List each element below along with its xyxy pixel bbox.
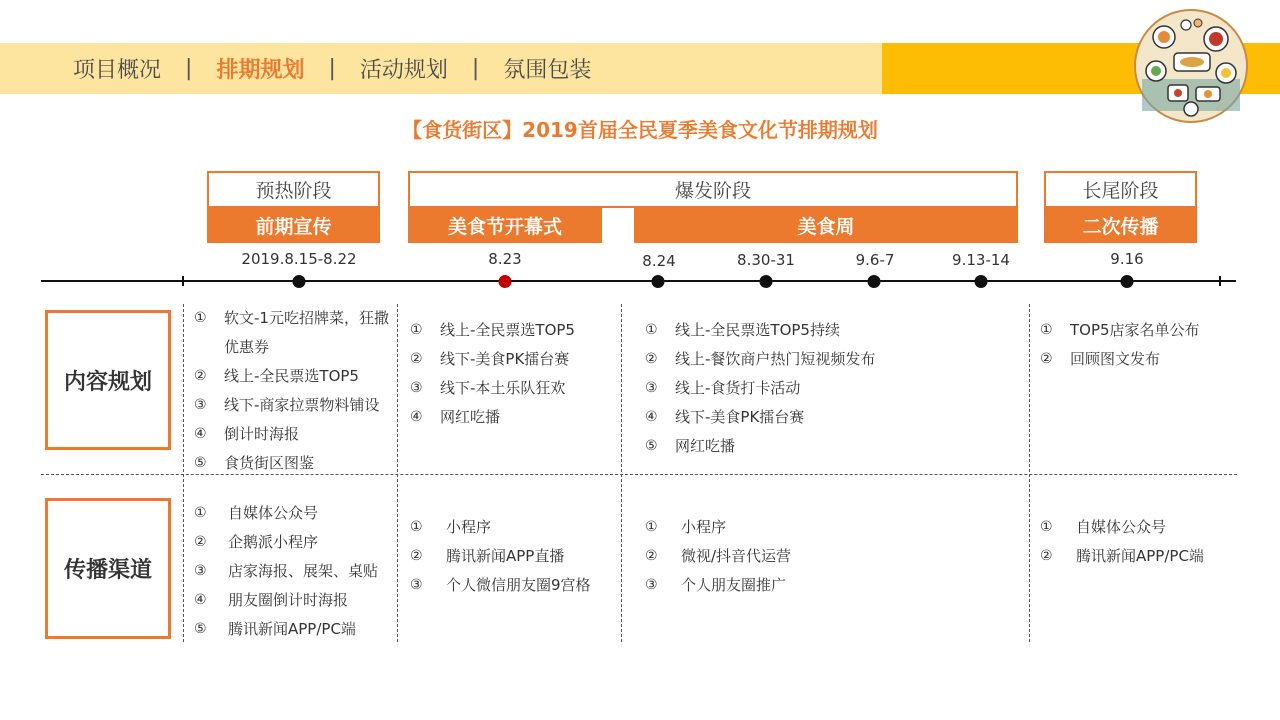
subphase-opening: 美食节开幕式 bbox=[408, 208, 602, 243]
date-label: 9.13-14 bbox=[952, 251, 1010, 269]
list-item: ① 软文-1元吃招牌菜，狂撒优惠券 bbox=[194, 309, 389, 356]
list-item: ② 腾讯新闻APP/PC端 bbox=[1040, 547, 1204, 565]
phase-burst: 爆发阶段 bbox=[408, 171, 1018, 208]
channel-list-opening bbox=[410, 513, 591, 600]
column-divider bbox=[621, 304, 622, 642]
list-item: ① 自媒体公众号 bbox=[194, 504, 319, 522]
row-label-content: 内容规划 bbox=[45, 310, 171, 450]
column-divider bbox=[1029, 304, 1030, 642]
list-item: ⑤ 食货街区图鉴 bbox=[194, 454, 315, 472]
timeline-dot bbox=[760, 275, 773, 288]
list-item: ① 小程序 bbox=[410, 518, 492, 536]
list-item: ③ 线上-食货打卡活动 bbox=[645, 379, 801, 397]
phase-preheat: 预热阶段 bbox=[207, 171, 380, 208]
list-item: ① 线上-全民票选TOP5 bbox=[410, 321, 575, 339]
list-item: ④ 倒计时海报 bbox=[194, 425, 300, 443]
list-item: ④ 网红吃播 bbox=[410, 408, 501, 426]
list-item: ② 微视/抖音代运营 bbox=[645, 547, 792, 565]
list-item: ④ 朋友圈倒计时海报 bbox=[194, 591, 349, 609]
nav-item-schedule[interactable]: 排期规划 bbox=[216, 58, 305, 83]
timeline-tick bbox=[1219, 276, 1221, 286]
subphase-promo: 前期宣传 bbox=[207, 208, 380, 243]
timeline-dot-highlight bbox=[499, 275, 512, 288]
timeline-dot bbox=[975, 275, 988, 288]
list-item: ② 企鹅派小程序 bbox=[194, 533, 319, 551]
channel-list-preheat bbox=[194, 499, 378, 644]
content-list-preheat bbox=[194, 304, 392, 478]
list-item: ② 线下-美食PK擂台赛 bbox=[410, 350, 570, 368]
column-divider bbox=[397, 304, 398, 642]
timeline-tick bbox=[182, 276, 184, 286]
list-item: ② 线上-餐饮商户热门短视频发布 bbox=[645, 350, 876, 368]
timeline-dot bbox=[652, 275, 665, 288]
nav-item-activity[interactable]: 活动规划 bbox=[359, 58, 448, 83]
list-item: ① 小程序 bbox=[645, 518, 727, 536]
list-item: ② 腾讯新闻APP直播 bbox=[410, 547, 565, 565]
content-list-opening bbox=[410, 316, 575, 432]
nav-separator: | bbox=[471, 56, 480, 81]
subphase-food-week: 美食周 bbox=[634, 208, 1018, 243]
list-item: ② 回顾图文发布 bbox=[1040, 350, 1161, 368]
phase-longtail: 长尾阶段 bbox=[1044, 171, 1197, 208]
content-list-food-week bbox=[645, 316, 875, 461]
timeline-axis bbox=[41, 280, 1236, 282]
timeline-dot bbox=[1121, 275, 1134, 288]
list-item: ① TOP5店家名单公布 bbox=[1040, 321, 1200, 339]
channel-list-longtail bbox=[1040, 513, 1204, 571]
date-label: 9.16 bbox=[1110, 250, 1144, 268]
list-item: ③ 线下-商家拉票物料铺设 bbox=[194, 396, 380, 414]
list-item: ⑤ 网红吃播 bbox=[645, 437, 736, 455]
timeline-dot bbox=[293, 275, 306, 288]
nav-separator: | bbox=[185, 56, 193, 81]
subphase-secondary: 二次传播 bbox=[1044, 208, 1197, 243]
top-nav bbox=[73, 43, 591, 94]
date-label: 2019.8.15-8.22 bbox=[241, 250, 357, 268]
list-item: ④ 线下-美食PK擂台赛 bbox=[645, 408, 805, 426]
list-item: ③ 个人微信朋友圈9宫格 bbox=[410, 576, 591, 594]
page-title: 【食货街区】2019首届全民夏季美食文化节排期规划 bbox=[402, 118, 878, 142]
content-list-longtail bbox=[1040, 316, 1200, 374]
food-plate-icon bbox=[1134, 9, 1248, 123]
column-divider bbox=[183, 304, 184, 642]
list-item: ③ 店家海报、展架、桌贴 bbox=[194, 562, 379, 580]
timeline-dot bbox=[868, 275, 881, 288]
nav-separator: | bbox=[328, 56, 336, 81]
date-label: 8.24 bbox=[642, 252, 676, 270]
nav-item-overview[interactable]: 项目概况 bbox=[73, 58, 162, 83]
date-label: 8.30-31 bbox=[737, 251, 795, 269]
channel-list-food-week bbox=[645, 513, 791, 600]
date-label: 8.23 bbox=[488, 250, 522, 268]
nav-item-atmosphere[interactable]: 氛围包装 bbox=[503, 58, 592, 83]
row-label-channel: 传播渠道 bbox=[45, 498, 171, 639]
list-item: ⑤ 腾讯新闻APP/PC端 bbox=[194, 620, 356, 638]
list-item: ② 线上-全民票选TOP5 bbox=[194, 367, 359, 385]
list-item: ① 线上-全民票选TOP5持续 bbox=[645, 321, 840, 339]
list-item: ① 自媒体公众号 bbox=[1040, 518, 1167, 536]
date-label: 9.6-7 bbox=[855, 251, 895, 269]
list-item: ③ 线下-本土乐队狂欢 bbox=[410, 379, 566, 397]
list-item: ③ 个人朋友圈推广 bbox=[645, 576, 787, 594]
